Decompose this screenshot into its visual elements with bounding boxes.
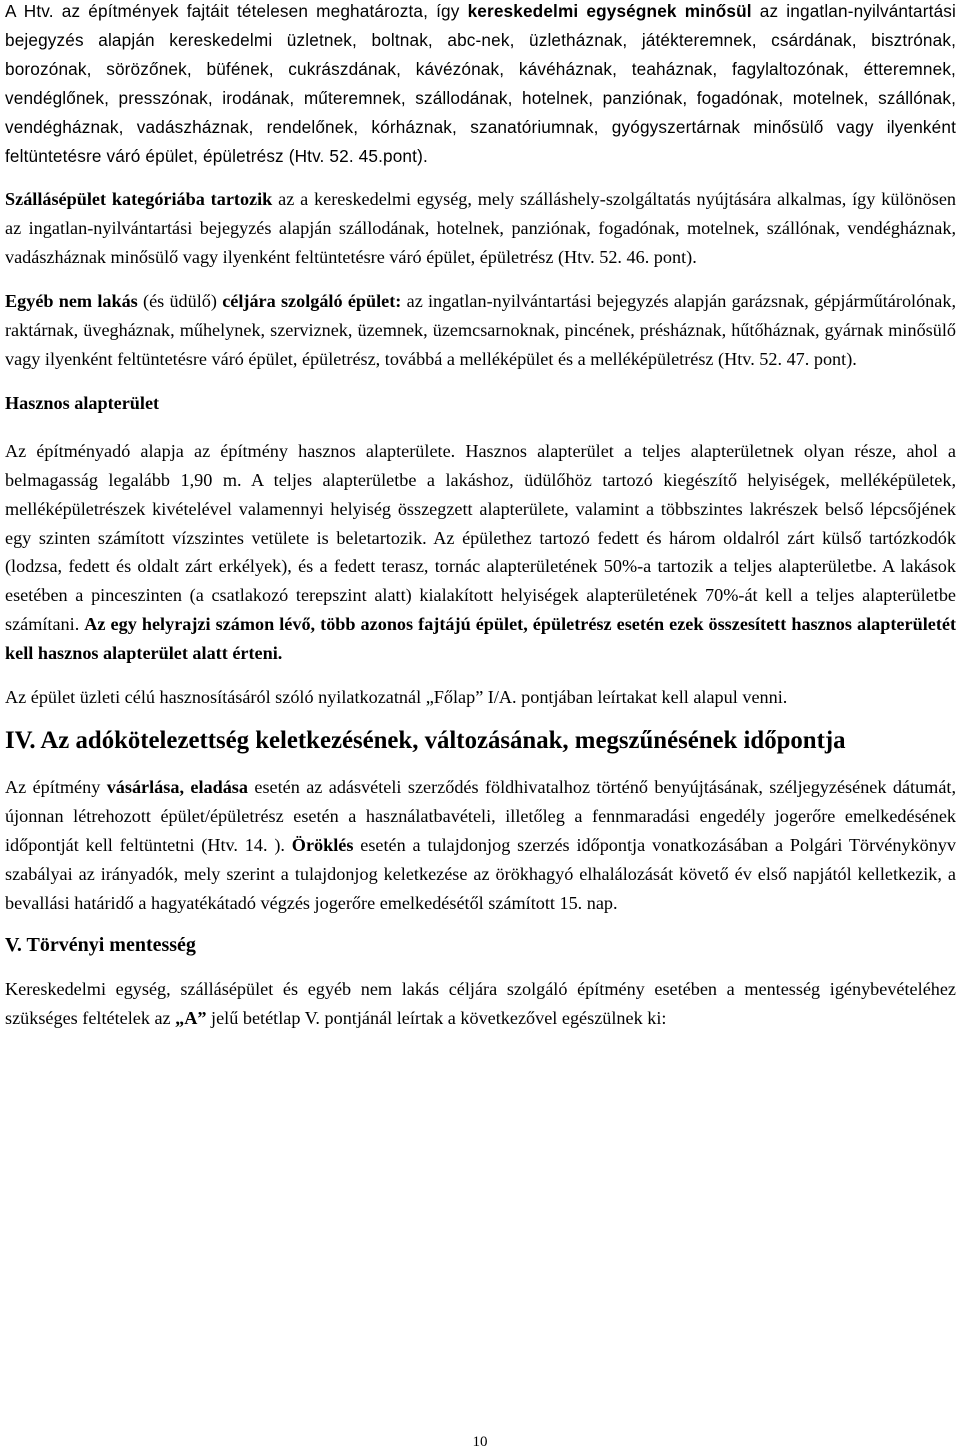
text: az ingatlan-nyilvántartási bejegyzés alapján kereskedelmi üzletnek, boltnak, abc-nek, üzletháznak, játékteremnek, csárdának, bisztrónak, borozónak, sörözőnek, büfének, cukrászdának, kávézónak, kávéháznak, teaháznak, fagylaltozónak, étteremnek, vendéglőnek, presszónak, irodának, műteremnek, szállodának, hotelnek, panziónak, fogadónak, motelnek, szállónak, vendégháznak, vadászháznak, rendelőnek, kórháznak, szanatóriumnak, gyógyszertárnak minősülő vagy ilyenként feltüntetésre váró épület, épületrész (Htv. 52. 45.pont). xyxy=(5,1,956,166)
section-heading-hasznos-alapterulet: Hasznos alapterület xyxy=(5,392,160,413)
paragraph-hasznos-alapterulet xyxy=(5,437,956,668)
text: Az építmény xyxy=(5,776,107,797)
text: jelű betétlap V. pontjánál leírtak a következővel egészülnek ki: xyxy=(206,1008,667,1029)
bold-term: Öröklés xyxy=(291,834,354,855)
paragraph-kereskedelmi-egyseg xyxy=(5,0,956,170)
paragraph-mentesseg xyxy=(5,975,956,1033)
text: az ingatlan-nyilvántartási bejegyzés alapján garázsnak, gépjárműtárolónak, raktárnak, üvegháznak, műhelynek, szerviznek, üzemnek, üzemcsarnoknak, pincének, présháznak, hűtőháznak, gyárnak minősülő vagy ilyenként feltüntetésre váró épület, épületrész, továbbá a melléképület és a melléképületrész (Htv. 52. 47. pont). xyxy=(5,291,956,369)
bold-term: kereskedelmi egységnek minősül xyxy=(467,1,752,21)
document-page xyxy=(5,0,956,1033)
bold-term: Egyéb nem lakás xyxy=(5,291,138,312)
bold-term: Az egy helyrajzi számon lévő, több azonos fajtájú épület, épületrész esetén ezek összesített hasznos alapterületét kell hasznos alapterület alatt érteni. xyxy=(5,614,956,664)
section-heading-v: V. Törvényi mentesség xyxy=(5,934,196,957)
bold-term: Szállásépület kategóriába tartozik xyxy=(5,189,273,210)
bold-term: céljára szolgáló épület: xyxy=(222,291,402,312)
paragraph-egyeb-nem-lakas xyxy=(5,287,956,374)
page-number: 10 xyxy=(472,1434,488,1450)
text: Kereskedelmi egység, szállásépület és egyéb nem lakás céljára szolgáló építmény esetében a mentesség igénybevételéhez szükséges feltételek az xyxy=(5,979,956,1029)
paragraph-adokotelezettseg xyxy=(5,773,956,918)
bold-term: „A” xyxy=(175,1008,207,1029)
text: Az építményadó alapja az építmény hasznos alapterülete. Hasznos alapterület a teljes alapterületnek olyan része, ahol a belmagasság legalább 1,90 m. A teljes alapterületbe a lakáshoz, üdülőhöz tartozó kiegészítő helyiségek, melléképületek, melléképületrészek kivételével valamennyi helyiség összegzett alapterülete, valamint a többszintes lakrészek belső lépcsőjének egy szinten számított vízszintes vetülete is beletartozik. Az épülethez tartozó fedett és három oldalról zárt külső tartózkodók (lodzsa, fedett és oldalt zárt erkélyek), és a fedett terasz, tornác alapterületének 50%-a tartozik a teljes alapterületbe. A lakások esetében a pinceszinten (a csatlakozó terepszint alatt) kialakított helyiségek alapterületének 70%-át kell a teljes alapterületbe számítani. xyxy=(5,440,956,635)
text: esetén az adásvételi szerződés földhivatalhoz történő benyújtásának, széljegyzésének dátumát, újonnan létrehozott épület/épületrész esetén a használatbavételi, illetőleg a fennmaradási engedély jogerőre emelkedésének időpontját kell feltüntetni (Htv. 14. ). xyxy=(5,776,956,855)
text: az a kereskedelmi egység, mely szálláshely-szolgáltatás nyújtására alkalmas, így különösen az ingatlan-nyilvántartási bejegyzés alapján szállodának, hotelnek, panziónak, fogadónak, motelnek, szállónak, vendégháznak, vadászháznak minősülő vagy ilyenként feltüntetésre váró épület, épületrész (Htv. 52. 46. pont). xyxy=(5,189,956,268)
section-heading-iv: IV. Az adókötelezettség keletkezésének, változásának, megszűnésének időpontja xyxy=(5,726,846,754)
text: esetén a tulajdonjog szerzés időpontja vonatkozásában a Polgári Törvénykönyv szabályai az irányadók, mely szerint a tulajdonjog keletkezése az örökhagyó elhalálozását követő év első napjától kelletkezik, a bevallási határidő a hagyatékátadó végzés jogerőre emelkedésétől számított 15. nap. xyxy=(5,834,956,913)
paragraph-szallasepulet xyxy=(5,185,956,272)
text: (és üdülő) xyxy=(137,291,223,312)
bold-term: vásárlása, eladása xyxy=(106,776,248,797)
paragraph-uzleti-cel: Az épület üzleti célú hasznosításáról szóló nyilatkozatnál „Főlap” I/A. pontjában leírtakat kell alapul venni. xyxy=(5,687,788,708)
text: A Htv. az építmények fajtáit tételesen meghatározta, így xyxy=(5,1,468,21)
